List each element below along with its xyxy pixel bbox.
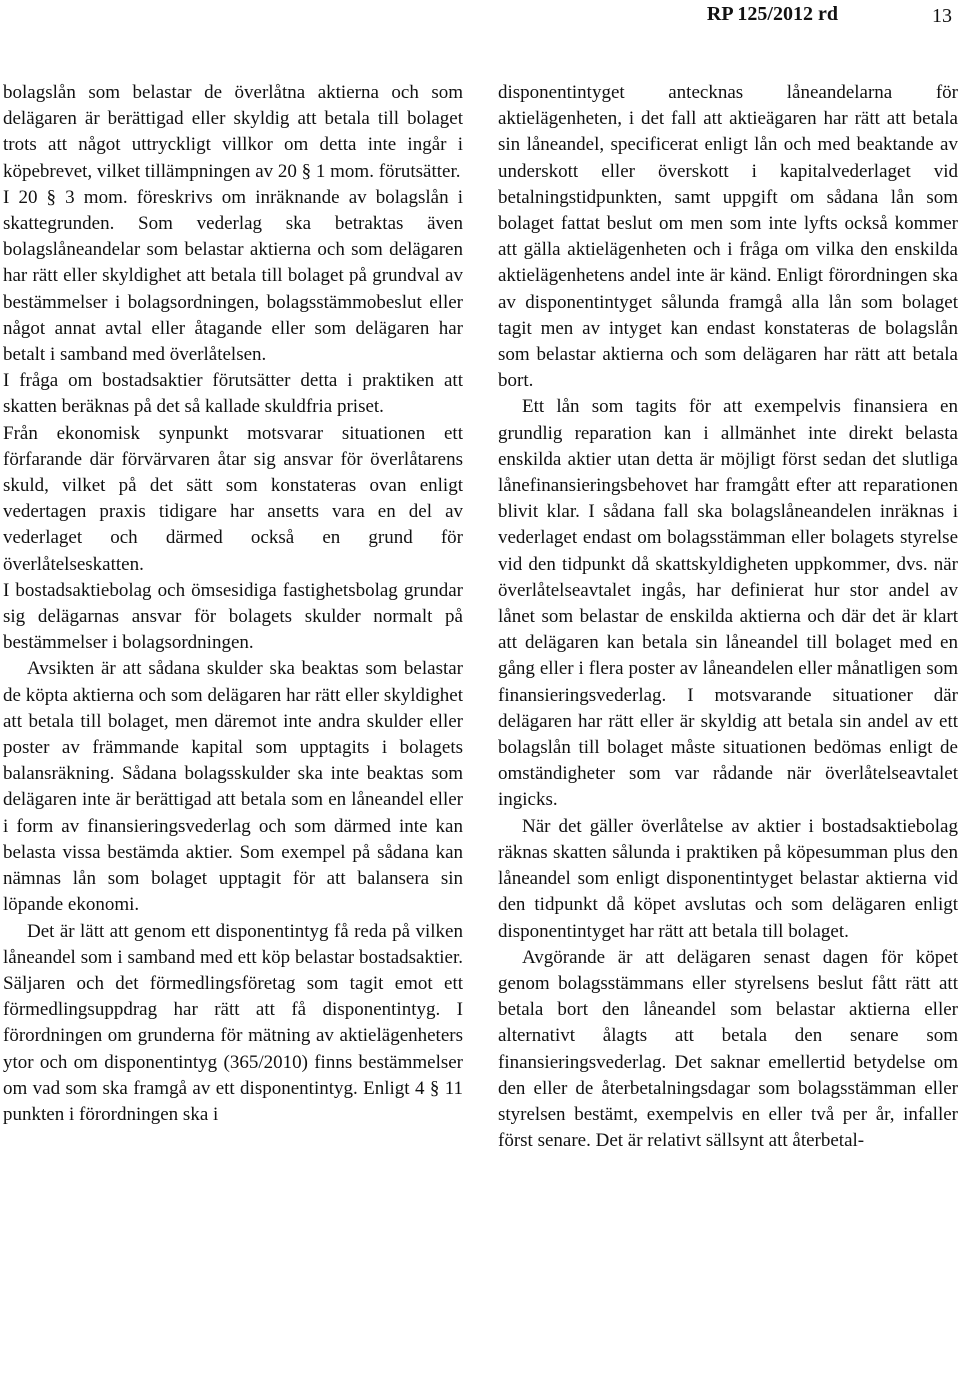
right-column — [498, 80, 958, 1154]
page-header — [0, 3, 960, 37]
page-number: 13 — [932, 5, 952, 27]
paragraph: Avsikten är att sådana skulder ska beaktas som belastar de köpta aktierna och som delägaren har rätt eller skyldighet att betala till bolaget, men däremot inte andra skulder eller poster av främmande kapital som upptagits i bolagets balansräkning. Sådana bolagsskulder ska inte beaktas som delägaren inte är berättigad att betala som en låneandel eller i form av finansieringsvederlag och som därmed inte kan belasta vissa bestämda aktier. Som exempel på sådana kan nämnas lån som bolaget upptagit för att balansera sin löpande ekonomi. — [3, 658, 463, 916]
paragraph: I 20 § 3 mom. föreskrivs om inräknande av bolagslån i skattegrunden. Som vederlag ska betraktas även bolagslåneandelar som belastar aktierna och som delägaren har rätt eller skyldighet att betala till bolaget på grundval av bestämmelser i bolagsordningen, bolagsstämmobeslut eller något annat avtal eller åtagande eller som delägaren har betalt i samband med överlåtelsen. — [3, 186, 463, 366]
paragraph: I fråga om bostadsaktier förutsätter detta i praktiken att skatten beräknas på det så kallade skuldfria priset. — [3, 370, 463, 418]
paragraph: Ett lån som tagits för att exempelvis finansiera en grundlig reparation kan i allmänhet inte direkt belasta enskilda aktier utan detta är möjligt först sedan det slutliga lånefinansieringsbehovet har framgått efter att reparationen blivit klar. I sådana fall ska bolagslåneandelen inräknas i vederlaget endast om bolagsstämman eller bolagets styrelse vid den tidpunkt då skattskyldigheten uppkommer, dvs. när överlåtelseavtalet ingås, har definierat hur stor andel av lånet som belastar de enskilda aktierna och där det är klart att delägaren kan betala sin låneandel till bolaget med en gång eller i flera poster av låneandelen eller månatligen som finansieringsvederlag. I motsvarande situationer där delägaren har rätt eller är skyldig att betala sin andel av ett bolagslån till bolaget måste situationen bedömas enligt de omständigheter som var rådande när överlåtelseavtalet ingicks. — [498, 396, 958, 811]
paragraph: Det är lätt att genom ett disponentintyg få reda på vilken låneandel som i samband med ett köp belastar bostadsaktier. Säljaren och det förmedlingsföretag som tagit emot ett förmedlingsuppdrag har rätt att få disponentintyg. I förordningen om grunderna för mätning av aktielägenheters ytor och om disponentintyg (365/2010) finns bestämmelser om vad som ska framgå av ett disponentintyg. Enligt 4 § 11 punkten i förordningen ska i — [3, 920, 463, 1125]
paragraph: I bostadsaktiebolag och ömsesidiga fastighetsbolag grundar sig delägarnas ansvar för bolagets skulder normalt på bestämmelser i bolagsordningen. — [3, 579, 463, 654]
left-column — [3, 80, 463, 1128]
paragraph: disponentintyget antecknas låneandelarna för aktielägenheten, i det fall att aktieägaren har rätt att betala sin låneandel, specificerat enligt lån och med beaktande av underskott eller överskott i kapitalvederlaget vid betalningstidpunkten, samt uppgift om sådana lån som bolaget fattat beslut om men som inte lyfts också kommer att gälla aktielägenheten och i fråga om vilka den enskilda aktielägenhetens andel inte är känd. Enligt förordningen ska av disponentintyget sålunda framgå alla lån som bolaget tagit men av intyget kan endast konstateras de bolagslån som belastar aktierna och som delägaren har rätt att betala bort. — [498, 82, 958, 392]
running-head: RP 125/2012 rd — [706, 3, 838, 25]
paragraph: Från ekonomisk synpunkt motsvarar situationen ett förfarande där förvärvaren åtar sig ansvar för överlåtarens skuld, vilket på det sätt som konstateras ovan enligt vedertagen praxis tidigare har ansetts vara en del av vederlaget och därmed också en grund för överlåtelseskatten. — [3, 422, 463, 575]
paragraph: Avgörande är att delägaren senast dagen för köpet genom bolagsstämmans eller styrelsens beslut fått rätt att betala bort den låneandel som belastar aktierna eller alternativt ålagts att betala den senare som finansieringsvederlag. Det saknar emellertid betydelse om den eller de återbetalningsdagar som bolagsstämman eller styrelsen bestämt, exempelvis en eller två per år, infaller först senare. Det är relativt sällsynt att återbetal- — [498, 946, 958, 1152]
paragraph: bolagslån som belastar de överlåtna aktierna och som delägaren är berättigad eller skyldig att betala till bolaget trots att något uttryckligt villkor om detta inte ingår i köpebrevet, vilket tillämpningen av 20 § 1 mom. förutsätter. — [3, 82, 463, 182]
paragraph: När det gäller överlåtelse av aktier i bostadsaktiebolag räknas skatten sålunda i praktiken på köpesumman plus den låneandel som enligt disponentintyget belastar aktierna vid den tidpunkt då köpet avslutas och som delägaren enligt disponentintyget har rätt att betala till bolaget. — [498, 815, 958, 942]
